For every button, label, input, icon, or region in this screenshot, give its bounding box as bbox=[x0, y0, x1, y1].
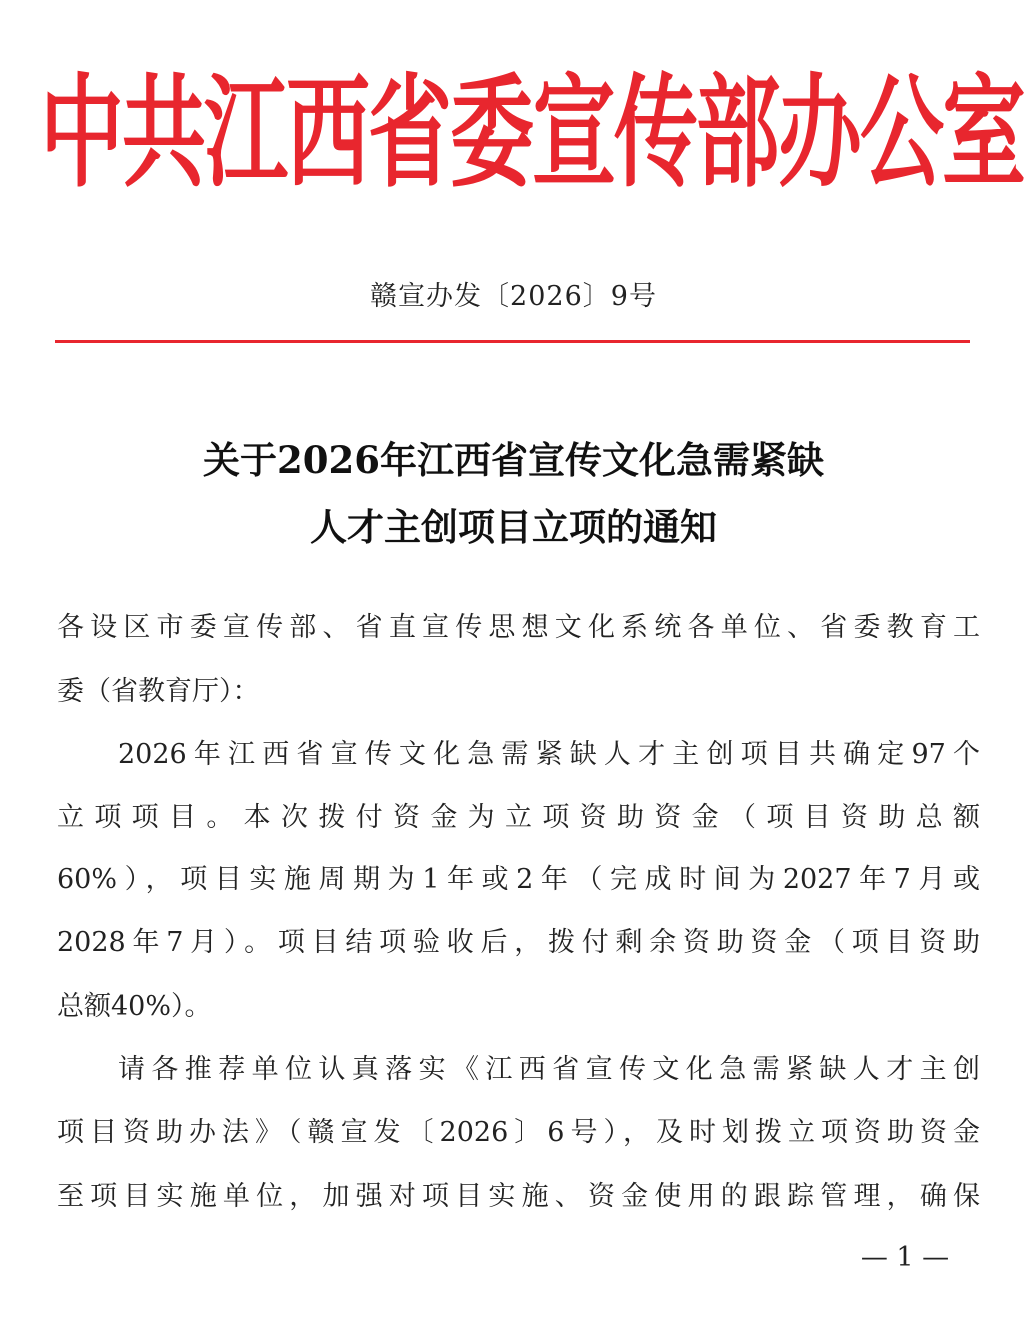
red-divider-line bbox=[55, 340, 970, 343]
document-title-line-2: 人才主创项目立项的通知 bbox=[310, 505, 717, 549]
addressee-line-2: 委（省教育厅）： bbox=[57, 676, 260, 707]
paragraph-1-line-1: 2026年江西省宣传文化急需紧缺人才主创项目共确定97个 bbox=[118, 739, 980, 770]
addressee-line-1: 各设区市委宣传部、省直宣传思想文化系统各单位、省委教育工 bbox=[57, 612, 980, 643]
paragraph-1-line-2: 立项项目。本次拨付资金为立项资助资金（项目资助总额 bbox=[57, 802, 980, 833]
masthead-title: 中共江西省委宣传部办公室 bbox=[40, 61, 1025, 205]
document-title-line-1: 关于2026年江西省宣传文化急需紧缺 bbox=[203, 438, 824, 482]
paragraph-2-line-2: 项目资助办法》（赣宣发〔2026〕6号），及时划拨立项资助资金 bbox=[57, 1117, 980, 1148]
paragraph-2-line-1: 请各推荐单位认真落实《江西省宣传文化急需紧缺人才主创 bbox=[118, 1054, 980, 1085]
document-number: 赣宣办发〔2026〕9号 bbox=[370, 281, 657, 312]
page-number: — 1 — bbox=[860, 1242, 950, 1273]
paragraph-1-line-5: 总额40%）。 bbox=[57, 991, 212, 1022]
paragraph-1-line-4: 2028年7月）。项目结项验收后，拨付剩余资助资金（项目资助 bbox=[57, 927, 980, 958]
paragraph-2-line-3: 至项目实施单位，加强对项目实施、资金使用的跟踪管理，确保 bbox=[57, 1181, 980, 1212]
paragraph-1-line-3: 60%），项目实施周期为1年或2年（完成时间为2027年7月或 bbox=[57, 864, 980, 895]
